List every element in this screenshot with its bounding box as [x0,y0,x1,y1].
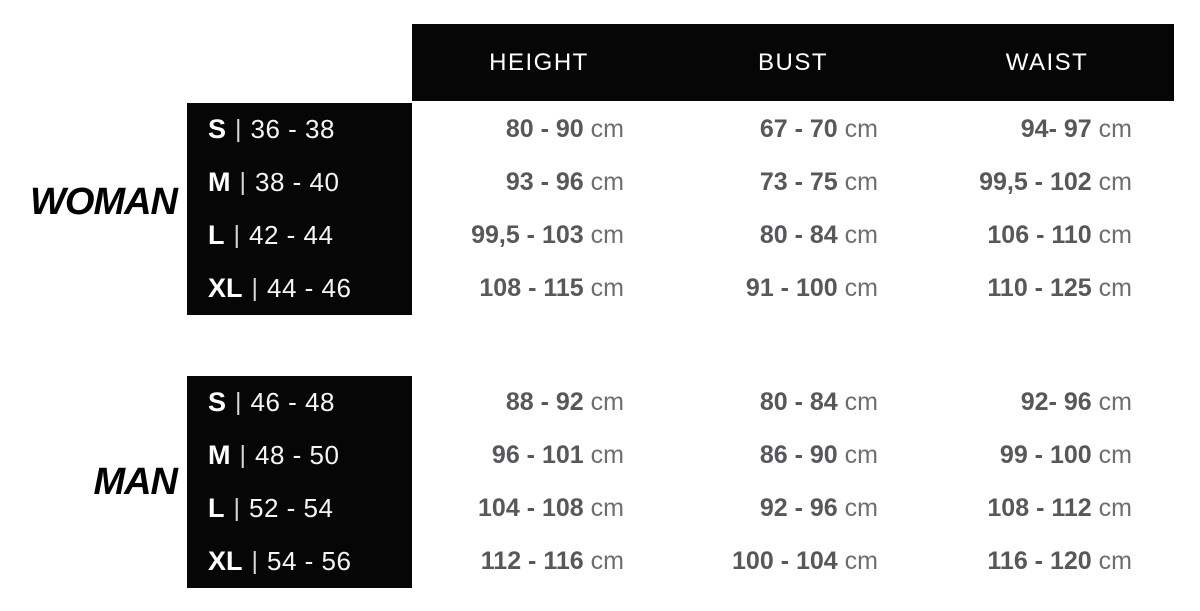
measurement-value: 80 - 84 [759,388,838,416]
man-measurements-grid [412,376,1174,588]
measurement-unit: cm [1098,115,1132,143]
cell-woman-s-bust [666,103,920,156]
woman-section-label: WOMAN [30,180,177,223]
column-header-bust: BUST [757,48,828,76]
size-eu-range: 38 - 40 [255,167,340,197]
measurement-unit: cm [844,494,878,522]
size-separator: | [235,115,242,143]
measurement-unit: cm [1098,168,1132,196]
measurement-value: 106 - 110 [987,221,1092,249]
woman-size-column [187,103,412,315]
cell-man-l-waist [920,482,1174,535]
column-header-waist: WAIST [1005,48,1089,76]
size-row-man-s [187,376,412,429]
measurement-unit: cm [590,221,624,249]
measurement-value: 100 - 104 [732,547,838,575]
size-separator: | [233,221,240,249]
cell-man-s-bust [666,376,920,429]
measurement-unit: cm [590,388,624,416]
measurement-unit: cm [590,274,624,302]
cell-man-l-height [412,482,666,535]
measurement-unit: cm [844,168,878,196]
measurement-value: 108 - 115 [479,274,584,302]
measurement-unit: cm [844,547,878,575]
cell-man-s-height [412,376,666,429]
size-letter: L [208,493,225,523]
size-letter: XL [208,546,243,576]
man-size-column [187,376,412,588]
size-eu-range: 36 - 38 [250,114,335,144]
size-row-woman-l [187,209,412,262]
size-row-woman-xl [187,262,412,315]
cell-woman-xl-height [412,262,666,315]
size-row-man-l [187,482,412,535]
measurement-unit: cm [1098,274,1132,302]
cell-woman-m-waist [920,156,1174,209]
measurement-value: 92- 96 [1020,388,1092,416]
size-row-woman-m [187,156,412,209]
measurement-value: 99 - 100 [999,441,1092,469]
size-eu-range: 54 - 56 [267,546,352,576]
measurement-value: 96 - 101 [491,441,584,469]
size-letter: XL [208,273,243,303]
measurement-unit: cm [844,274,878,302]
size-separator: | [233,494,240,522]
cell-woman-xl-waist [920,262,1174,315]
size-eu-range: 42 - 44 [249,220,334,250]
cell-woman-s-height [412,103,666,156]
measurement-unit: cm [1098,547,1132,575]
cell-woman-l-height [412,209,666,262]
table-header-row [412,24,1174,101]
measurement-value: 116 - 120 [987,547,1092,575]
measurement-value: 73 - 75 [759,168,838,196]
cell-woman-l-bust [666,209,920,262]
measurement-value: 104 - 108 [478,494,584,522]
size-eu-range: 46 - 48 [250,387,335,417]
measurement-value: 99,5 - 103 [471,221,584,249]
size-row-man-xl [187,535,412,588]
cell-man-xl-waist [920,535,1174,588]
measurement-value: 94- 97 [1020,115,1092,143]
cell-woman-s-waist [920,103,1174,156]
measurement-value: 99,5 - 102 [979,168,1092,196]
measurement-value: 80 - 90 [505,115,584,143]
cell-man-l-bust [666,482,920,535]
measurement-unit: cm [1098,221,1132,249]
woman-measurements-grid [412,103,1174,315]
size-letter: L [208,220,225,250]
measurement-value: 112 - 116 [480,547,584,575]
cell-woman-m-height [412,156,666,209]
measurement-unit: cm [590,441,624,469]
size-separator: | [235,388,242,416]
measurement-unit: cm [1098,441,1132,469]
column-header-height: HEIGHT [489,48,589,76]
measurement-value: 110 - 125 [987,274,1092,302]
cell-man-m-bust [666,429,920,482]
measurement-unit: cm [590,494,624,522]
cell-man-m-waist [920,429,1174,482]
size-separator: | [251,274,259,302]
cell-woman-l-waist [920,209,1174,262]
size-separator: | [251,547,259,575]
cell-woman-xl-bust [666,262,920,315]
measurement-unit: cm [844,221,878,249]
size-eu-range: 44 - 46 [267,273,352,303]
measurement-unit: cm [1098,388,1132,416]
man-section-label: MAN [93,460,177,503]
measurement-value: 88 - 92 [505,388,584,416]
measurement-value: 91 - 100 [745,274,838,302]
measurement-value: 67 - 70 [759,115,838,143]
measurement-unit: cm [590,115,624,143]
size-letter: M [208,167,231,197]
cell-man-m-height [412,429,666,482]
size-eu-range: 52 - 54 [249,493,334,523]
size-separator: | [239,441,246,469]
cell-man-xl-height [412,535,666,588]
size-row-man-m [187,429,412,482]
measurement-unit: cm [1098,494,1132,522]
size-row-woman-s [187,103,412,156]
size-letter: S [208,114,227,144]
measurement-value: 108 - 112 [987,494,1092,522]
measurement-unit: cm [844,388,878,416]
size-letter: S [208,387,227,417]
size-letter: M [208,440,231,470]
measurement-unit: cm [590,547,624,575]
measurement-value: 86 - 90 [759,441,838,469]
measurement-unit: cm [590,168,624,196]
measurement-unit: cm [844,115,878,143]
size-separator: | [239,168,246,196]
size-eu-range: 48 - 50 [255,440,340,470]
measurement-value: 92 - 96 [759,494,838,522]
measurement-value: 93 - 96 [505,168,584,196]
cell-woman-m-bust [666,156,920,209]
cell-man-xl-bust [666,535,920,588]
measurement-unit: cm [844,441,878,469]
measurement-value: 80 - 84 [759,221,838,249]
cell-man-s-waist [920,376,1174,429]
